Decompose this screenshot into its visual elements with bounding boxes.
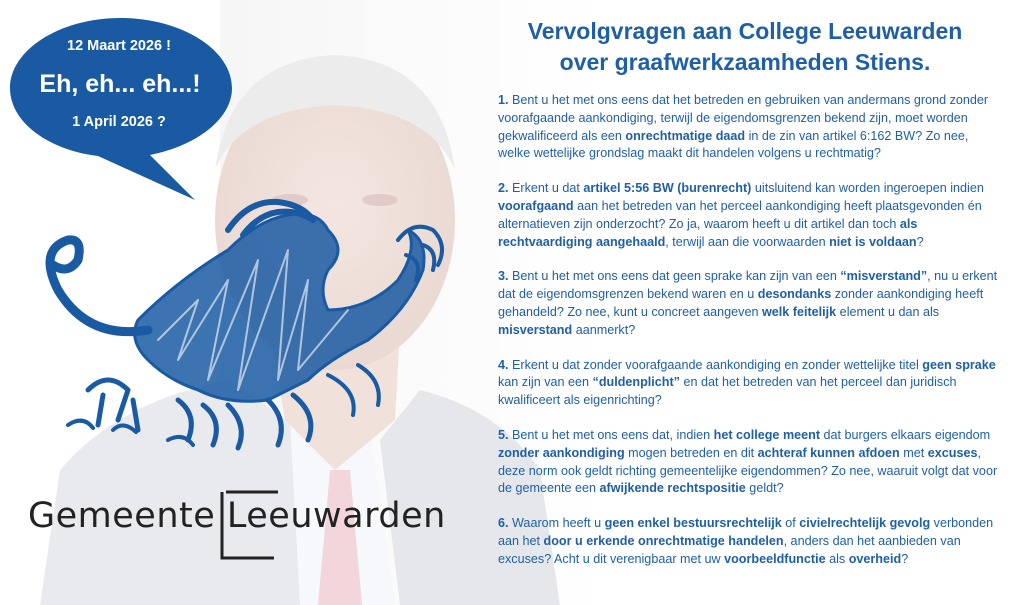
bubble-exclamation: Eh, eh... eh...!	[39, 70, 201, 98]
question-emphasis: afwijkende rechtspositie	[599, 481, 746, 496]
question-text: Bent u het met ons eens dat het betreden en gebruiken van andermans grond zonder voorafgaande aankondiging, terwijl de eigendomsgrenzen bekend zijn, moet worden gekwalificeerd als een	[498, 93, 989, 143]
speech-bubble	[0, 0, 240, 210]
questions-list	[498, 92, 998, 586]
question-text: Bent u het met ons eens dat, indien	[512, 427, 714, 442]
question-emphasis: voorafgaand	[498, 198, 574, 213]
question-text: aan het betreden van het perceel aankondiging heeft plaatsgevonden én alternatieven zijn onderzocht? Zo ja, waarom heeft u dit artikel dan toch	[498, 198, 982, 231]
question-text: en dat het betreden van het perceel dan juridisch kwalificeert als eigenrichting?	[498, 375, 957, 408]
question-text: mogen betreden en dit	[624, 445, 758, 460]
question-number: 4.	[498, 357, 509, 372]
bubble-date-top: 12 Maart 2026 !	[67, 38, 171, 54]
question-item	[498, 180, 998, 251]
question-emphasis: niet is voldaan	[829, 234, 917, 249]
question-text: geldt?	[745, 481, 784, 496]
question-item	[498, 92, 998, 163]
question-emphasis: geen sprake	[922, 357, 996, 372]
question-emphasis: excuses	[927, 445, 978, 460]
question-emphasis: misverstand	[498, 322, 573, 337]
question-number: 1.	[498, 93, 509, 107]
question-text: verbonden aan het	[498, 516, 994, 548]
question-text: kan zijn van een	[498, 375, 593, 390]
question-text: uitsluitend kan worden ingeroepen indien	[751, 181, 984, 196]
question-emphasis: civielrechtelijk gevolg	[799, 516, 931, 531]
question-item	[498, 515, 998, 568]
question-emphasis: door u erkende onrechtmatige handelen	[543, 533, 784, 548]
question-text: Erkent u dat	[512, 181, 584, 196]
question-emphasis: als rechtvaardiging aangehaald	[498, 216, 918, 249]
question-item	[498, 268, 998, 339]
question-emphasis: geen enkel bestuursrechtelijk	[604, 516, 782, 531]
question-text: in de zin van artikel 6:162 BW? Zo nee, welke wettelijke grondslag maakt dit handelen volgens u rechtmatig?	[498, 128, 969, 161]
question-number: 6.	[498, 516, 509, 531]
question-emphasis: achteraf kunnen afdoen	[757, 445, 900, 460]
page-title	[500, 16, 990, 78]
question-text: Bent u het met ons eens dat geen sprake kan zijn van een	[512, 269, 841, 284]
question-text: , nu u erkent dat de eigendomsgrenzen bekend waren en u	[498, 269, 998, 302]
question-emphasis: welk feitelijk	[761, 304, 837, 319]
question-item	[498, 357, 998, 410]
question-text: Waarom heeft u	[512, 516, 605, 531]
title-line-1: Vervolgvragen aan College Leeuwarden	[527, 18, 963, 44]
question-text: , terwijl aan die voorwaarden	[665, 234, 830, 249]
title-line-2: over graafwerkzaamheden Stiens.	[559, 49, 931, 75]
question-text: zonder aankondiging heeft gehandeld? Zo nee, kunt u concreet aangeven	[498, 287, 984, 319]
question-text: aanmerkt?	[572, 322, 636, 337]
bubble-date-bottom: 1 April 2026 ?	[72, 114, 166, 130]
question-emphasis: “misverstand”	[840, 269, 928, 284]
logo-text: Gemeente Leeuwarden	[28, 496, 446, 536]
question-number: 3.	[498, 269, 509, 284]
question-text: ?	[916, 234, 924, 249]
question-emphasis: voorbeeldfunctie	[724, 551, 826, 566]
question-text: of	[781, 516, 800, 531]
question-text: Erkent u dat zonder voorafgaande aankondiging en zonder wettelijke titel	[512, 357, 923, 372]
question-emphasis: overheid	[848, 551, 902, 566]
question-item	[498, 427, 998, 498]
question-text: met	[899, 445, 928, 460]
question-text: , deze norm ook geldt richting gemeentelijke eigendommen? Zo nee, waaruit volgt dat voor de gemeente een	[498, 445, 998, 496]
question-emphasis: het college meent	[713, 427, 821, 442]
question-text: dat burgers elkaars eigendom	[820, 427, 991, 442]
question-number: 2.	[498, 181, 509, 196]
lion-scribble-icon	[28, 190, 478, 460]
question-emphasis: artikel 5:56 BW (burenrecht)	[583, 181, 752, 196]
question-text: als	[825, 551, 849, 566]
question-emphasis: zonder aankondiging	[498, 445, 625, 460]
question-emphasis: onrechtmatige daad	[625, 128, 746, 143]
question-number: 5.	[498, 427, 509, 442]
question-text: ?	[901, 551, 909, 566]
question-text: , anders dan het aanbieden van excuses? Acht u dit verenigbaar met uw	[498, 533, 961, 566]
question-text: element u dan als	[836, 304, 940, 319]
question-emphasis: desondanks	[757, 287, 832, 302]
question-emphasis: “duldenplicht”	[592, 375, 680, 390]
gemeente-leeuwarden-logo	[28, 488, 448, 568]
